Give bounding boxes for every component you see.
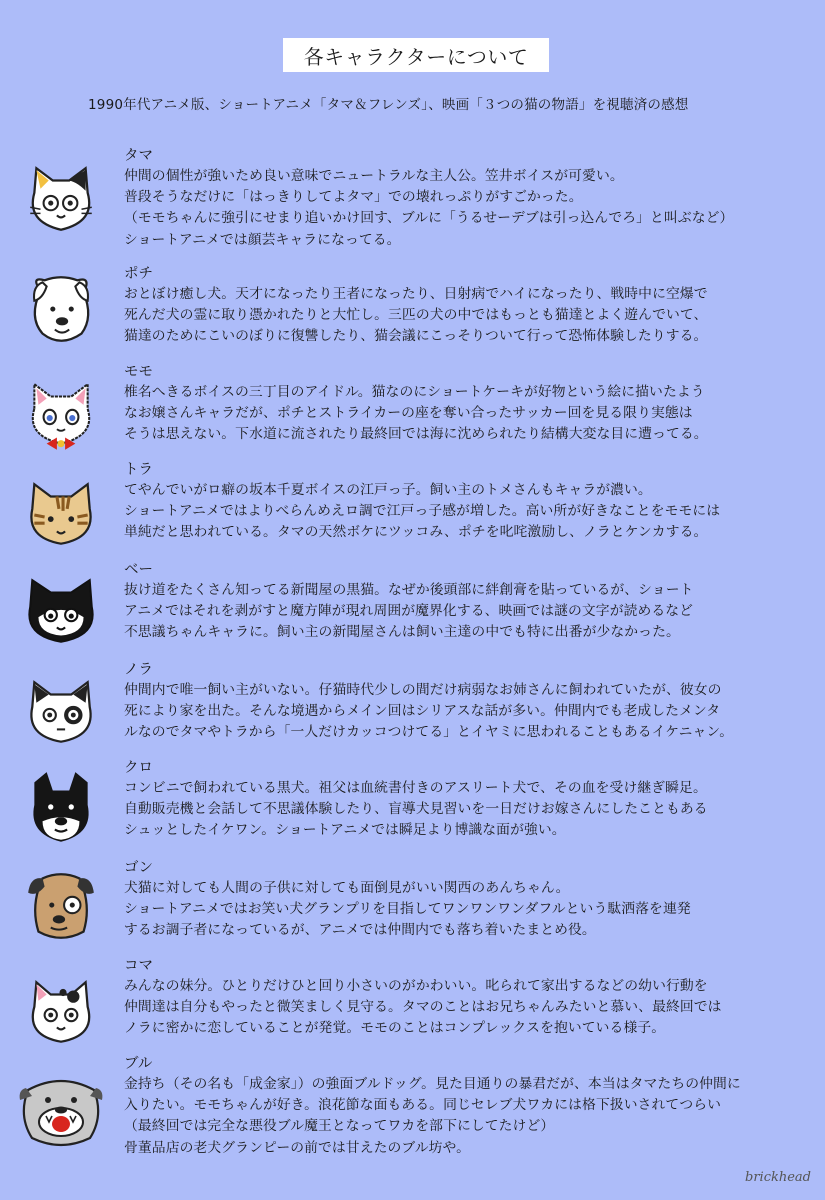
description-line: 抜け道をたくさん知ってる新聞屋の黒猫。なぜか後頭部に絆創膏を貼っているが、ショート [124, 582, 694, 598]
description-line: 仲間内で唯一飼い主がいない。仔猫時代少しの間だけ病弱なお姉さんに飼われていたが、彼女の [124, 682, 722, 698]
bee-face-icon [20, 572, 102, 654]
buru-face-icon [16, 1066, 106, 1152]
character-name: ベー [124, 562, 153, 578]
description-line: 自動販売機と会話して不思議体験したり、盲導犬見習いを一日だけお嫁さんにしたこともある [124, 801, 708, 818]
description-line: （モモちゃんに強引にせまり追いかけ回す、ブルに「うるせーデブは引っ込んでろ」と叫ぶなど） [124, 210, 734, 227]
description-line: 死んだ犬の霊に取り憑かれたりと大忙し。三匹の犬の中ではもっとも猫達とよく遊んでいて、 [124, 307, 708, 324]
description-line: そうは思えない。下水道に流されたり最終回では海に沈められたり結構大変な目に遭ってる。 [124, 426, 708, 443]
artist-signature: brickhead [745, 1170, 811, 1185]
description-line: コンビニで飼われている黒犬。祖父は血統書付きのアスリート犬で、その血を受け継ぎ瞬足。 [124, 780, 707, 796]
pochi-face-icon [20, 268, 102, 350]
character-name: コマ [124, 958, 153, 974]
koma-face-icon [20, 972, 102, 1054]
description-line: ショートアニメでは顔芸キャラになってる。 [124, 231, 401, 248]
description-line: 椎名へきるボイスの三丁目のアイドル。猫なのにショートケーキが好物という絵に描いたよう [124, 384, 705, 400]
description-line: アニメではそれを剥がすと魔方陣が現れ周囲が魔界化する、映画では謎の文字が読めるなど [124, 603, 694, 620]
description-line: 猫達のためにこいのぼりに復讐したり、猫会議にこっそりついて行って恐怖体験したりする。 [124, 328, 708, 345]
page-title [283, 38, 549, 72]
description-line: ショートアニメではよりべらんめえロ調で江戸っ子感が増した。高い所が好きなことをモモには [124, 503, 721, 520]
character-name: ポチ [124, 266, 153, 282]
description-line: おとぼけ癒し犬。天才になったり王者になったり、日射病でハイになったり、戦時中に空爆で [124, 286, 708, 302]
description-line: ルなのでタマやトラから「一人だけカッコつけてる」とイヤミに思われることもあるイケニャン。 [124, 724, 734, 741]
momo-face-icon [20, 376, 102, 458]
description-line: ノラに密かに恋していることが発覚。モモのことはコンプレックスを抱いている様子。 [124, 1020, 666, 1037]
gon-face-icon [20, 864, 102, 946]
page-title-text: 各キャラクターについて [303, 44, 529, 69]
character-name: モモ [124, 364, 153, 380]
description-line: シュッとしたイケワン。ショートアニメでは瞬足より博識な面が強い。 [124, 822, 566, 839]
description-line: 金持ち（その名も「成金家」）の強面ブルドッグ。見た目通りの暴君だが、本当はタマたちの仲間に [124, 1076, 741, 1092]
tama-face-icon [20, 158, 102, 240]
description-line: 骨董品店の老犬グランピーの前では甘えたのブル坊や。 [124, 1139, 471, 1156]
description-line: ショートアニメではお笑い犬グランプリを目指してワンワンワンダフルという駄洒落を連発 [124, 901, 691, 918]
character-name: クロ [124, 760, 153, 776]
subtitle: 1990年代アニメ版、ショートアニメ「タマ＆フレンズ」、映画「３つの猫の物語」を視聴済の感想 [88, 97, 689, 113]
character-name: ゴン [124, 860, 153, 876]
description-line: みんなの妹分。ひとりだけひと回り小さいのがかわいい。叱られて家出するなどの幼い行動を [124, 978, 708, 994]
character-name: トラ [124, 462, 153, 478]
character-name: タマ [124, 148, 153, 164]
character-name: ブル [124, 1056, 153, 1072]
description-line: するお調子者になっているが、アニメでは仲間内でも落ち着いたまとめ役。 [124, 922, 596, 939]
description-line: 普段そうなだけに「はっきりしてよタマ」での壊れっぷりがすごかった。 [124, 189, 583, 206]
description-line: てやんでいがロ癖の坂本千夏ボイスの江戸っ子。飼い主のトメさんもキャラが濃い。 [124, 482, 652, 498]
description-line: なお嬢さんキャラだが、ポチとストライカーの座を奪い合ったサッカー回を見る限り実態は [124, 405, 693, 422]
description-line: 仲間達は自分もやったと微笑ましく見守る。タマのことはお兄ちゃんみたいと慕い、最終回では [124, 999, 722, 1016]
description-line: 単純だと思われている。タマの天然ボケにツッコみ、ポチを叱咤激励し、ノラとケンカする。 [124, 524, 708, 541]
description-line: 犬猫に対しても人間の子供に対しても面倒見がいい関西のあんちゃん。 [124, 880, 570, 896]
description-line: 入りたい。モモちゃんが好き。浪花節な面もある。同じセレブ犬ワカには格下扱いされてつらい [124, 1097, 722, 1114]
description-line: （最終回では完全な悪役ブル魔王となってワカを部下にしてたけど） [124, 1118, 555, 1135]
description-line: 不思議ちゃんキャラに。飼い主の新聞屋さんは飼い主達の中でも特に出番が少なかった。 [124, 624, 680, 641]
nora-face-icon [20, 672, 102, 754]
character-name: ノラ [124, 662, 153, 678]
description-line: 仲間の個性が強いため良い意味でニュートラルな主人公。笠井ボイスが可愛い。 [124, 168, 624, 184]
description-line: 死により家を出た。そんな境遇からメイン回はシリアスな話が多い。仲間内でも老成したメンタ [124, 703, 721, 720]
tora-face-icon [20, 474, 102, 556]
kuro-face-icon [20, 768, 102, 850]
